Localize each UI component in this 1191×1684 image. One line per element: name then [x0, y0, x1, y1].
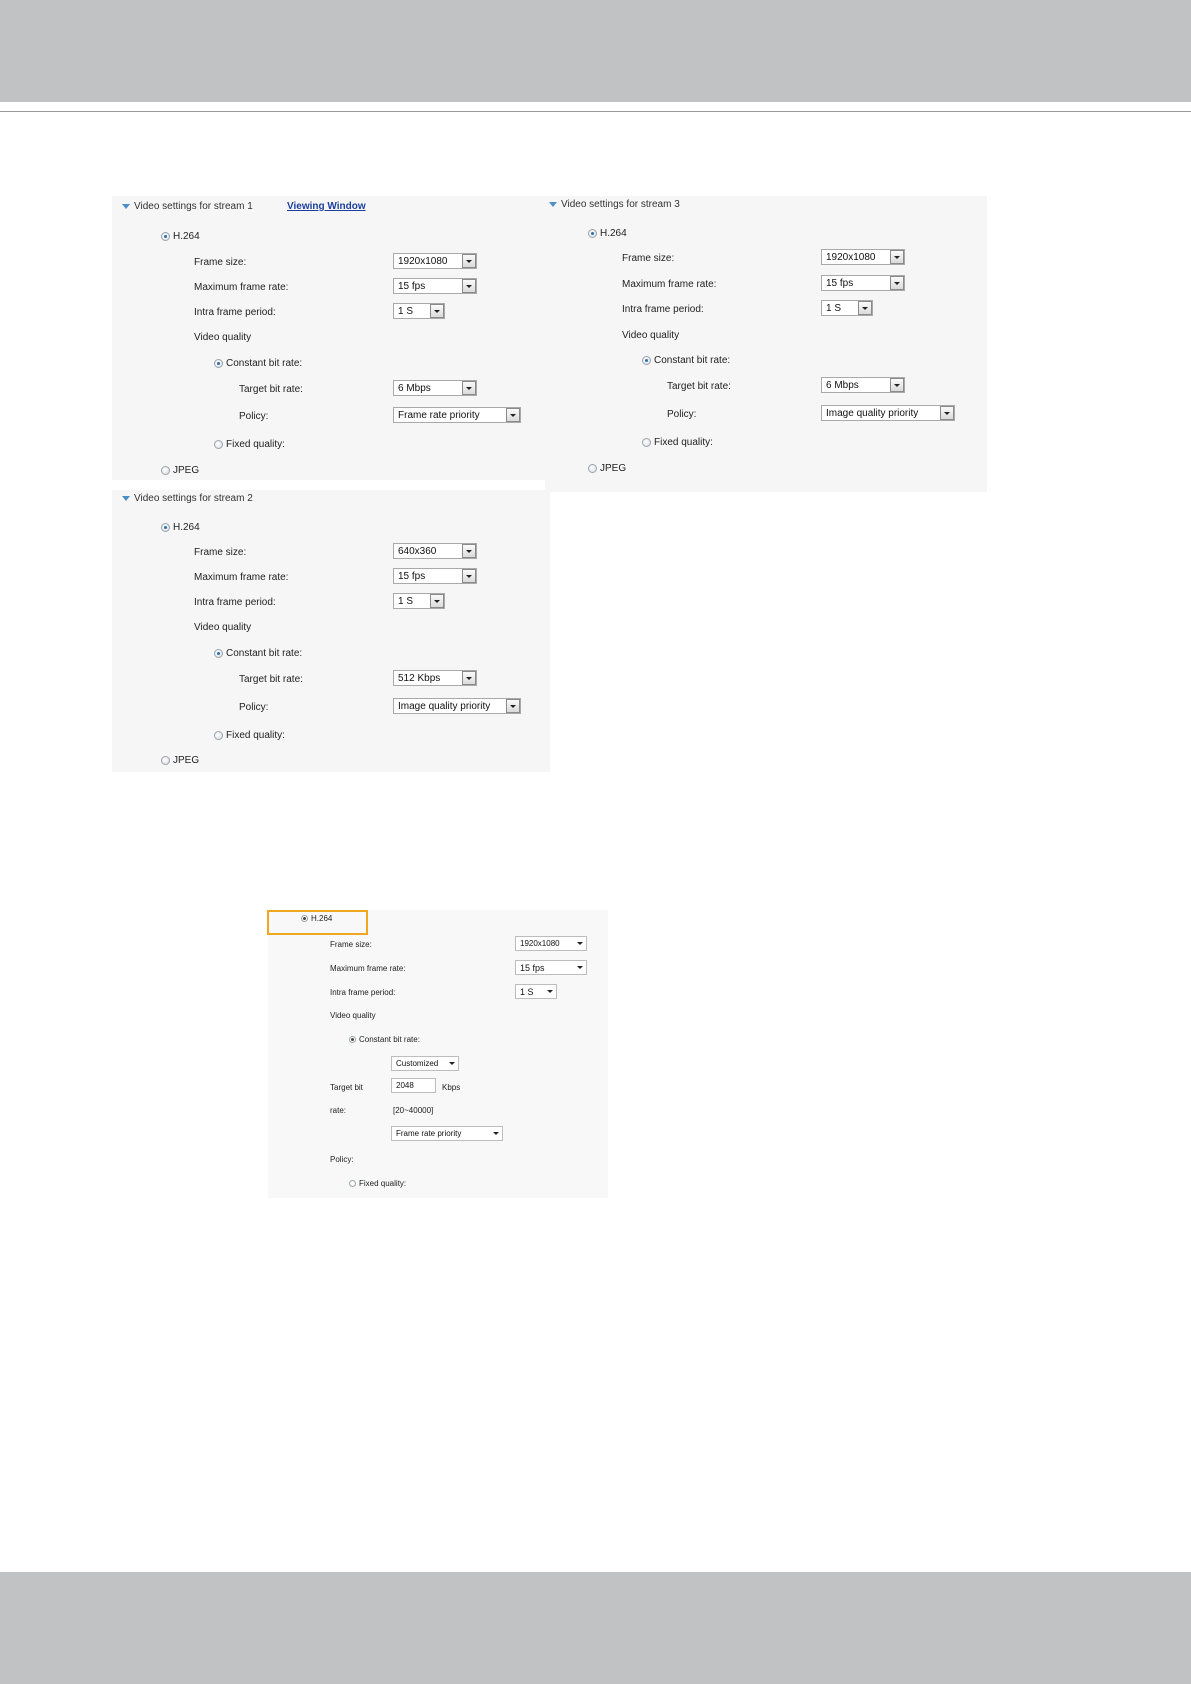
example-max-frame-rate-select[interactable]: 15 fps — [515, 960, 587, 975]
dropdown-arrow-icon[interactable] — [890, 250, 904, 264]
stream3-video-quality-label: Video quality — [622, 330, 680, 341]
example-policy-select[interactable]: Frame rate priority — [391, 1126, 503, 1141]
stream2-intra-frame-label: Intra frame period: — [194, 597, 276, 608]
stream3-intra-frame-select[interactable]: 1 S — [821, 300, 873, 316]
stream2-target-bit-rate-label: Target bit rate: — [239, 674, 303, 685]
example-intra-frame-select[interactable]: 1 S — [515, 984, 557, 999]
stream3-target-bit-rate-select[interactable]: 6 Mbps — [821, 377, 905, 393]
expand-triangle-icon[interactable] — [122, 204, 130, 209]
stream1-target-bit-rate-select[interactable]: 6 Mbps — [393, 380, 477, 396]
stream1-max-frame-rate-label: Maximum frame rate: — [194, 282, 289, 293]
radio-selected-icon[interactable] — [161, 523, 170, 532]
stream2-frame-size-label: Frame size: — [194, 547, 247, 558]
dropdown-arrow-icon[interactable] — [462, 569, 476, 583]
stream1-jpeg-option[interactable]: JPEG — [161, 465, 199, 476]
page-footer-bar — [0, 1572, 1191, 1684]
dropdown-arrow-icon[interactable] — [462, 544, 476, 558]
radio-unselected-icon[interactable] — [161, 466, 170, 475]
stream2-h264-option[interactable]: H.264 — [161, 522, 200, 533]
stream3-policy-label: Policy: — [667, 409, 697, 420]
stream2-header[interactable] — [122, 493, 253, 504]
stream3-panel — [545, 196, 987, 492]
radio-unselected-icon[interactable] — [214, 731, 223, 740]
stream2-cbr-option[interactable]: Constant bit rate: — [214, 648, 302, 659]
stream2-title: Video settings for stream 2 — [134, 493, 253, 504]
dropdown-arrow-icon[interactable] — [462, 381, 476, 395]
stream3-title: Video settings for stream 3 — [561, 199, 680, 210]
stream1-h264-option[interactable]: H.264 — [161, 231, 200, 242]
stream3-header[interactable] — [549, 199, 680, 210]
stream1-header[interactable] — [122, 201, 253, 212]
dropdown-arrow-icon[interactable] — [890, 276, 904, 290]
example-frame-size-label: Frame size: — [330, 940, 372, 949]
stream2-video-quality-label: Video quality — [194, 622, 252, 633]
viewing-window-link[interactable]: Viewing Window — [287, 201, 366, 212]
stream3-max-frame-rate-select[interactable]: 15 fps — [821, 275, 905, 291]
stream1-policy-label: Policy: — [239, 411, 269, 422]
example-h264-option[interactable]: H.264 — [301, 914, 332, 923]
example-video-quality-label: Video quality — [330, 1011, 376, 1020]
stream3-h264-option[interactable]: H.264 — [588, 228, 627, 239]
stream3-cbr-option[interactable]: Constant bit rate: — [642, 355, 730, 366]
dropdown-arrow-icon[interactable] — [544, 990, 556, 993]
stream3-jpeg-option[interactable]: JPEG — [588, 463, 626, 474]
radio-unselected-icon[interactable] — [349, 1180, 356, 1187]
example-customized-select[interactable]: Customized — [391, 1056, 459, 1071]
stream2-target-bit-rate-select[interactable]: 512 Kbps — [393, 670, 477, 686]
stream3-frame-size-select[interactable]: 1920x1080 — [821, 249, 905, 265]
dropdown-arrow-icon[interactable] — [574, 942, 586, 945]
stream3-max-frame-rate-label: Maximum frame rate: — [622, 279, 717, 290]
expand-triangle-icon[interactable] — [549, 202, 557, 207]
stream1-frame-size-select[interactable]: 1920x1080 — [393, 253, 477, 269]
dropdown-arrow-icon[interactable] — [506, 699, 520, 713]
stream1-video-quality-label: Video quality — [194, 332, 252, 343]
example-policy-label: Policy: — [330, 1155, 354, 1164]
example-max-frame-rate-label: Maximum frame rate: — [330, 964, 406, 973]
radio-selected-icon[interactable] — [161, 232, 170, 241]
radio-selected-icon[interactable] — [214, 649, 223, 658]
dropdown-arrow-icon[interactable] — [462, 279, 476, 293]
stream3-target-bit-rate-label: Target bit rate: — [667, 381, 731, 392]
stream3-fixed-quality-option[interactable]: Fixed quality: — [642, 437, 713, 448]
dropdown-arrow-icon[interactable] — [490, 1132, 502, 1135]
dropdown-arrow-icon[interactable] — [430, 594, 444, 608]
radio-selected-icon[interactable] — [301, 915, 308, 922]
dropdown-arrow-icon[interactable] — [446, 1062, 458, 1065]
stream1-intra-frame-label: Intra frame period: — [194, 307, 276, 318]
example-target-bit-label: Target bit — [330, 1083, 363, 1092]
dropdown-arrow-icon[interactable] — [506, 408, 520, 422]
radio-selected-icon[interactable] — [588, 229, 597, 238]
example-cbr-option[interactable]: Constant bit rate: — [349, 1035, 420, 1044]
stream1-fixed-quality-option[interactable]: Fixed quality: — [214, 439, 285, 450]
page-header-bar — [0, 0, 1191, 102]
radio-unselected-icon[interactable] — [642, 438, 651, 447]
stream2-max-frame-rate-label: Maximum frame rate: — [194, 572, 289, 583]
stream3-intra-frame-label: Intra frame period: — [622, 304, 704, 315]
example-kbps-unit: Kbps — [442, 1083, 461, 1092]
stream2-jpeg-option[interactable]: JPEG — [161, 755, 199, 766]
dropdown-arrow-icon[interactable] — [574, 966, 586, 969]
header-divider — [0, 111, 1191, 112]
dropdown-arrow-icon[interactable] — [858, 301, 872, 315]
stream2-policy-select[interactable]: Image quality priority — [393, 698, 521, 714]
radio-selected-icon[interactable] — [642, 356, 651, 365]
stream2-intra-frame-select[interactable]: 1 S — [393, 593, 445, 609]
example-panel — [268, 910, 608, 1198]
stream1-max-frame-rate-select[interactable]: 15 fps — [393, 278, 477, 294]
example-rate-label: rate: — [330, 1106, 347, 1115]
dropdown-arrow-icon[interactable] — [890, 378, 904, 392]
dropdown-arrow-icon[interactable] — [940, 406, 954, 420]
radio-selected-icon[interactable] — [349, 1036, 356, 1043]
stream2-max-frame-rate-select[interactable]: 15 fps — [393, 568, 477, 584]
dropdown-arrow-icon[interactable] — [430, 304, 444, 318]
stream1-cbr-option[interactable]: Constant bit rate: — [214, 358, 302, 369]
stream1-policy-select[interactable]: Frame rate priority — [393, 407, 521, 423]
dropdown-arrow-icon[interactable] — [462, 671, 476, 685]
radio-unselected-icon[interactable] — [161, 756, 170, 765]
example-range-hint: [20~40000] — [393, 1106, 434, 1115]
example-fixed-quality-option[interactable]: Fixed quality: — [349, 1179, 406, 1188]
stream1-target-bit-rate-label: Target bit rate: — [239, 384, 303, 395]
radio-selected-icon[interactable] — [214, 359, 223, 368]
example-target-bit-rate-input[interactable]: 2048 — [391, 1078, 436, 1093]
stream1-intra-frame-select[interactable]: 1 S — [393, 303, 445, 319]
stream2-fixed-quality-option[interactable]: Fixed quality: — [214, 730, 285, 741]
expand-triangle-icon[interactable] — [122, 496, 130, 501]
stream2-policy-label: Policy: — [239, 702, 269, 713]
stream3-frame-size-label: Frame size: — [622, 253, 675, 264]
radio-unselected-icon[interactable] — [588, 464, 597, 473]
dropdown-arrow-icon[interactable] — [462, 254, 476, 268]
stream1-frame-size-label: Frame size: — [194, 257, 247, 268]
stream3-policy-select[interactable]: Image quality priority — [821, 405, 955, 421]
example-frame-size-select[interactable]: 1920x1080 — [515, 936, 587, 951]
example-intra-frame-label: Intra frame period: — [330, 988, 396, 997]
stream2-frame-size-select[interactable]: 640x360 — [393, 543, 477, 559]
radio-unselected-icon[interactable] — [214, 440, 223, 449]
stream1-title: Video settings for stream 1 — [134, 201, 253, 212]
